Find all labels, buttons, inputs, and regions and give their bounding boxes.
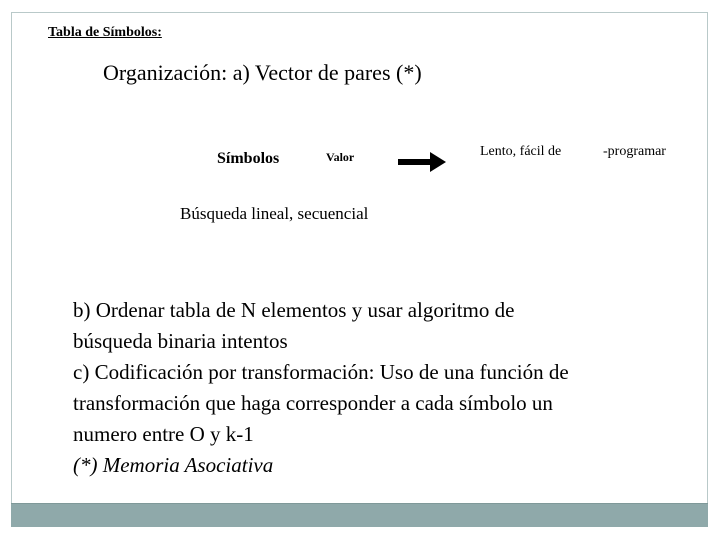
body-line: transformación que haga corresponder a cada símbolo un xyxy=(73,391,553,415)
program-text: -programar xyxy=(603,144,666,159)
body-line: búsqueda binaria intentos xyxy=(73,329,288,353)
section-title: Tabla de Símbolos: xyxy=(48,25,162,40)
slow-easy-text: Lento, fácil de xyxy=(480,144,562,159)
symbols-label: Símbolos xyxy=(217,150,280,167)
footnote-line: (*) Memoria Asociativa xyxy=(73,453,274,477)
search-method-text: Búsqueda lineal, secuencial xyxy=(180,204,369,223)
organization-line: Organización: a) Vector de pares (*) xyxy=(103,60,422,85)
footer-bar xyxy=(11,503,708,527)
value-label: Valor xyxy=(326,150,355,164)
body-text xyxy=(73,295,693,481)
body-line: c) Codificación por transformación: Uso de una función de xyxy=(73,360,569,384)
body-line: numero entre O y k-1 xyxy=(73,422,254,446)
right-arrow-icon xyxy=(398,150,446,174)
body-line: b) Ordenar tabla de N elementos y usar algoritmo de xyxy=(73,298,515,322)
